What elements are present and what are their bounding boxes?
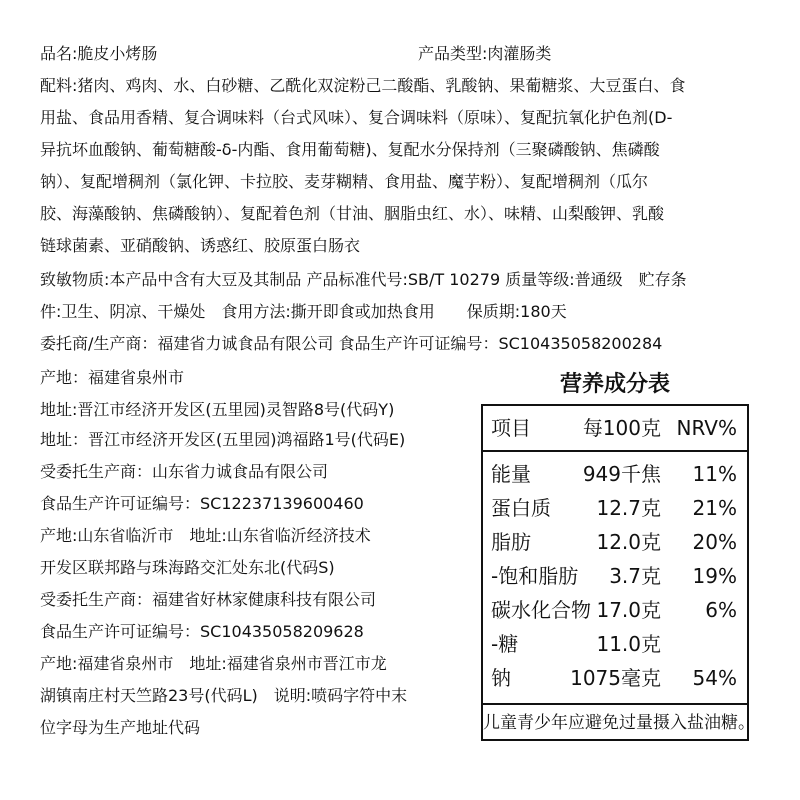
header-amount: 每100克	[582, 416, 661, 440]
address-note-text: 湖镇南庄村天竺路23号(代码L) 说明:喷码字符中末	[40, 686, 408, 705]
info-line	[40, 462, 328, 482]
contract-manufacturer-text: 受委托生产商：福建省好林家健康科技有限公司	[40, 590, 377, 609]
nutrient-nrv: 6%	[705, 598, 737, 622]
nutrient-amount: 949千焦	[582, 462, 661, 486]
origin-text: 产地：福建省泉州市	[40, 368, 185, 387]
ingredients-line	[40, 204, 664, 224]
product-line	[40, 44, 157, 64]
nutrient-amount: 1075毫克	[570, 666, 661, 690]
contract-manufacturer-text: 受委托生产商：山东省力诚食品有限公司	[40, 462, 329, 481]
nutrition-header-row	[483, 412, 747, 444]
info-line	[40, 654, 387, 674]
nutrient-name: 脂肪	[491, 530, 531, 554]
info-line	[40, 590, 376, 610]
info-line	[40, 302, 567, 322]
info-line	[40, 558, 335, 578]
license-text: 食品生产许可证编号：SC12237139600460	[40, 494, 364, 513]
ingredients-line	[40, 172, 648, 192]
product-type: 产品类型:肉灌肠类	[418, 44, 552, 63]
allergen-standard-text: 致敏物质:本产品中含有大豆及其制品 产品标准代号:SB/T 10279 质量等级:普通级 贮存条	[40, 270, 687, 289]
nutrient-name: -饱和脂肪	[491, 564, 579, 588]
nutrition-row	[483, 458, 747, 490]
header-item: 项目	[491, 416, 531, 440]
nutrition-footer-note: 儿童青少年应避免过量摄入盐油糖。	[483, 713, 755, 733]
info-line	[40, 430, 405, 450]
product-name: 品名:脆皮小烤肠	[40, 44, 158, 63]
nutrient-amount: 12.7克	[596, 496, 661, 520]
ingredients-line	[40, 140, 660, 160]
ingredients-text: 配料:猪肉、鸡肉、水、白砂糖、乙酰化双淀粉己二酸酯、乳酸钠、果葡糖浆、大豆蛋白、食	[40, 76, 686, 95]
info-line	[40, 526, 371, 546]
nutrient-nrv: 20%	[692, 530, 737, 554]
ingredients-line	[40, 108, 672, 128]
info-line	[40, 270, 687, 290]
nutrient-nrv: 54%	[692, 666, 737, 690]
nutrition-row	[483, 526, 747, 558]
ingredients-line	[40, 76, 685, 96]
nutrient-nrv: 19%	[692, 564, 737, 588]
address-text: 地址：晋江市经济开发区(五里园)鸿福路1号(代码E)	[40, 430, 406, 449]
nutrition-table	[481, 404, 755, 741]
nutrient-amount: 11.0克	[596, 632, 661, 656]
nutrient-name: -糖	[491, 632, 519, 656]
nutrition-row	[483, 662, 747, 694]
manufacturer-text: 委托商/生产商：福建省力诚食品有限公司 食品生产许可证编号：SC10435058200284	[40, 334, 663, 353]
nutrient-amount: 12.0克	[596, 530, 661, 554]
footer-divider	[483, 703, 747, 705]
ingredients-text: 钠）、复配增稠剂（氯化钾、卡拉胶、麦芽糊精、食用盐、魔芋粉）、复配增稠剂（瓜尔	[40, 172, 649, 191]
origin-address-text: 产地:山东省临沂市 地址:山东省临沂经济技术	[40, 526, 371, 545]
nutrient-name: 碳水化合物	[491, 598, 591, 622]
info-line	[40, 686, 407, 706]
info-line	[40, 400, 394, 420]
address-text: 开发区联邦路与珠海路交汇处东北(代码S)	[40, 558, 335, 577]
ingredients-text: 链球菌素、亚硝酸钠、诱惑红、胶原蛋白肠衣	[40, 236, 361, 255]
address-text: 地址:晋江市经济开发区(五里园)灵智路8号(代码Y)	[40, 400, 395, 419]
info-line	[40, 718, 200, 738]
ingredients-text: 异抗坏血酸钠、葡萄糖酸-δ-内酯、食用葡萄糖)、复配水分保持剂（三聚磷酸钠、焦磷酸	[40, 140, 660, 159]
nutrient-name: 钠	[491, 666, 511, 690]
nutrient-nrv: 11%	[692, 462, 737, 486]
ingredients-text: 胶、海藻酸钠、焦磷酸钠）、复配着色剂（甘油、胭脂虫红、水）、味精、山梨酸钾、乳酸	[40, 204, 665, 223]
product-type-line	[418, 44, 551, 64]
storage-usage-text: 件:卫生、阴凉、干燥处 食用方法:撕开即食或加热食用 保质期:180天	[40, 302, 567, 321]
nutrition-row	[483, 560, 747, 592]
nutrition-title: 营养成分表	[560, 372, 671, 397]
license-text: 食品生产许可证编号：SC10435058209628	[40, 622, 364, 641]
header-divider	[483, 450, 747, 452]
nutrient-name: 能量	[491, 462, 531, 486]
nutrition-row	[483, 492, 747, 524]
header-nrv: NRV%	[676, 416, 737, 440]
note-text: 位字母为生产地址代码	[40, 718, 201, 737]
nutrition-row	[483, 594, 747, 626]
nutrient-name: 蛋白质	[491, 496, 551, 520]
info-line	[40, 494, 364, 514]
info-line	[40, 368, 184, 388]
nutrient-nrv: 21%	[692, 496, 737, 520]
info-line	[40, 334, 662, 354]
info-line	[40, 622, 364, 642]
nutrition-row	[483, 628, 747, 660]
ingredients-line	[40, 236, 360, 256]
ingredients-text: 用盐、食品用香精、复合调味料（台式风味）、复合调味料（原味）、复配抗氧化护色剂(D-	[40, 108, 673, 127]
nutrient-amount: 17.0克	[596, 598, 661, 622]
nutrient-amount: 3.7克	[609, 564, 661, 588]
origin-address-text: 产地:福建省泉州市 地址:福建省泉州市晋江市龙	[40, 654, 387, 673]
